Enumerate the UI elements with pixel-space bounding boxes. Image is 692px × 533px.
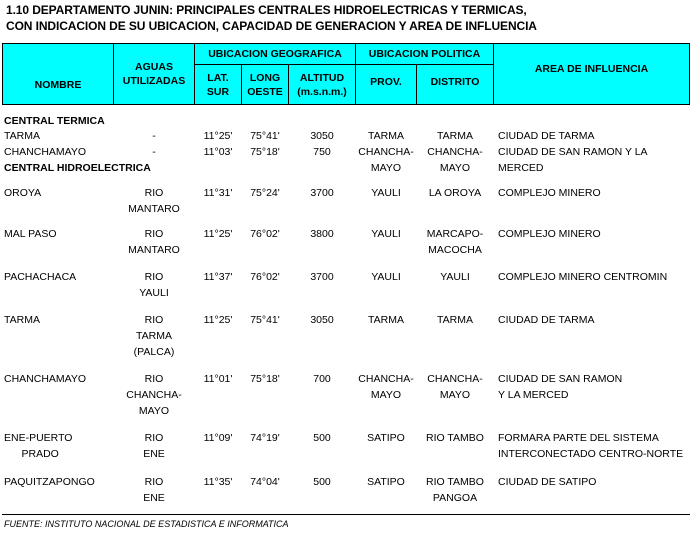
header-area-influencia: AREA DE INFLUENCIA [493,43,690,105]
cell-lat: 11°09' [203,432,233,444]
cell-prov: SATIPO [367,476,405,488]
cell-prov: SATIPO [367,432,405,444]
cell-prov: CHANCHA- MAYO [358,373,414,401]
cell-long: 76°02' [250,271,280,283]
table-title-line-2: CON INDICACION DE SU UBICACION, CAPACIDAD DE GENERACION Y AREA DE INFLUENCIA [6,19,537,33]
cell-area: CIUDAD DE SAN RAMON Y LA MERCED [498,146,648,174]
cell-dist: TARMA [437,314,473,326]
cell-dist: MARCAPO- MACOCHA [426,228,484,256]
cell-nombre: PAQUITZAPONGO [4,476,95,488]
cell-alt: 500 [313,476,331,488]
header-altitud: ALTITUD (m.s.n.m.) [288,64,356,105]
cell-area: COMPLEJO MINERO [498,187,601,199]
cell-aguas: RIO ENE [143,432,165,460]
cell-nombre: TARMA [4,314,40,326]
cell-area: CIUDAD DE TARMA [498,130,595,142]
section-central-termica: CENTRAL TERMICA [4,115,105,127]
cell-long: 75°24' [250,187,280,199]
cell-aguas: - [152,130,156,142]
cell-area: CIUDAD DE SAN RAMON Y LA MERCED [498,373,623,401]
cell-area: CIUDAD DE TARMA [498,314,595,326]
cell-long: 74°19' [250,432,280,444]
cell-nombre: ENE-PUERTO PRADO [4,432,73,460]
cell-long: 75°41' [250,314,280,326]
cell-aguas: RIO ENE [143,476,165,504]
cell-area: COMPLEJO MINERO [498,228,601,240]
cell-aguas: RIO CHANCHA- MAYO [126,373,182,417]
cell-dist: CHANCHA- MAYO [427,373,483,401]
cell-long: 74°04' [250,476,280,488]
cell-dist: YAULI [440,271,470,283]
header-prov: PROV. [355,64,417,105]
cell-nombre: CHANCHAMAYO [4,146,87,158]
cell-lat: 11°35' [203,476,233,488]
header-long: LONG OESTE [241,64,289,105]
cell-alt: 3700 [310,271,334,283]
cell-dist: RIO TAMBO [426,432,484,444]
cell-long: 76°02' [250,228,280,240]
header-nombre-text: NOMBRE [34,79,82,91]
cell-long: 75°41' [250,130,280,142]
cell-aguas: RIO TARMA (PALCA) [133,314,175,358]
cell-aguas: - [152,146,156,158]
cell-lat: 11°03' [203,146,233,158]
header-nombre [2,43,114,105]
cell-long: 75°18' [250,373,280,385]
cell-aguas: RIO YAULI [139,271,169,299]
cell-lat: 11°25' [203,130,233,142]
cell-alt: 3050 [310,130,334,142]
cell-alt: 750 [313,146,331,158]
header-distrito: DISTRITO [416,64,494,105]
cell-prov: YAULI [371,187,401,199]
cell-prov: YAULI [371,228,401,240]
cell-dist: TARMA [437,130,473,142]
cell-lat: 11°37' [203,271,233,283]
cell-nombre: MAL PASO [4,228,57,240]
source-note: FUENTE: INSTITUTO NACIONAL DE ESTADISTICA E INFORMATICA [4,519,289,529]
cell-lat: 11°01' [203,373,233,385]
cell-prov: TARMA [368,314,404,326]
cell-dist: CHANCHA- MAYO [427,146,483,174]
cell-long: 75°18' [250,146,280,158]
cell-alt: 3700 [310,187,334,199]
cell-aguas: RIO MANTARO [128,187,180,215]
cell-alt: 3800 [310,228,334,240]
cell-alt: 700 [313,373,331,385]
header-ubicacion-politica: UBICACION POLITICA [355,43,494,65]
cell-alt: 3050 [310,314,334,326]
cell-lat: 11°25' [203,228,233,240]
cell-nombre: OROYA [4,187,42,199]
cell-nombre: TARMA [4,130,40,142]
cell-dist: LA OROYA [428,187,482,199]
cell-lat: 11°25' [203,314,233,326]
header-aguas: AGUAS UTILIZADAS [113,43,195,105]
footer-divider [2,514,690,515]
cell-nombre: CHANCHAMAYO [4,373,87,385]
cell-area: COMPLEJO MINERO CENTROMIN [498,271,668,283]
cell-aguas: RIO MANTARO [128,228,180,256]
cell-area: CIUDAD DE SATIPO [498,476,597,488]
cell-prov: TARMA [368,130,404,142]
header-ubicacion-geografica: UBICACION GEOGRAFICA [194,43,356,65]
table-title-line-1: 1.10 DEPARTAMENTO JUNIN: PRINCIPALES CENTRALES HIDROELECTRICAS Y TERMICAS, [6,3,527,17]
header-lat: LAT. SUR [194,64,242,105]
cell-area: FORMARA PARTE DEL SISTEMA INTERCONECTADO CENTRO-NORTE [498,432,684,460]
cell-nombre: PACHACHACA [4,271,77,283]
cell-dist: RIO TAMBO PANGOA [426,476,484,504]
cell-alt: 500 [313,432,331,444]
cell-prov: YAULI [371,271,401,283]
cell-prov: CHANCHA- MAYO [358,146,414,174]
section-central-hidroelectrica: CENTRAL HIDROELECTRICA [4,162,151,174]
cell-lat: 11°31' [203,187,233,199]
